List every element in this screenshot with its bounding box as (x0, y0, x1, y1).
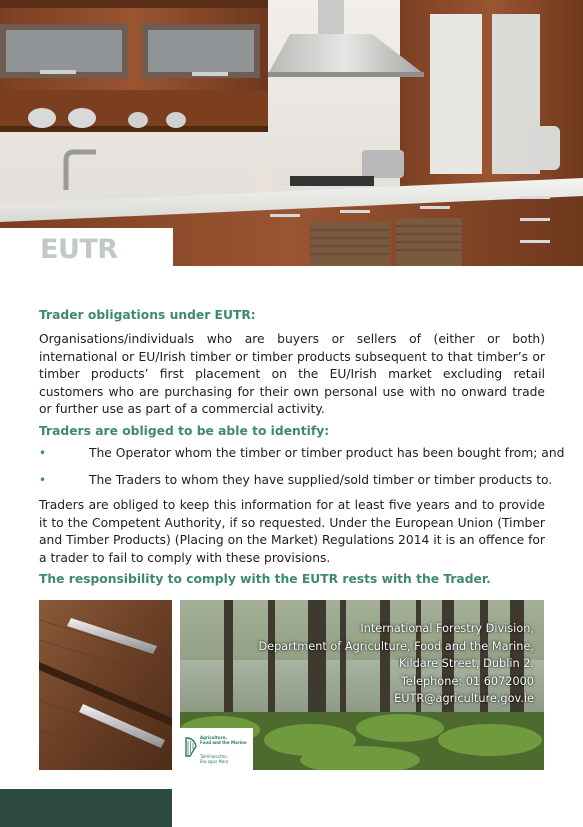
contact-address: Kildare Street, Dublin 2. (398, 657, 534, 670)
logo-text-irish: Talmhaíochta, Bia agus Mara (200, 754, 229, 764)
page-title: EUTR (40, 234, 118, 265)
responsibility-statement: The responsibility to comply with the EUTR rests with the Trader. (39, 572, 491, 586)
forest-photo (180, 600, 544, 770)
list-item-text: The Traders to whom they have supplied/sold timber or timber products to. (89, 473, 553, 487)
contact-department: Department of Agriculture, Food and the Marine, (258, 639, 534, 653)
bullet-icon: • (39, 446, 47, 460)
bullet-icon: • (39, 473, 47, 487)
retention-paragraph: Traders are obliged to keep this information for at least five years and to provide it to the Competent Authority, if so requested. Under the European Union (Timber and Timber Products) (Placing on the Market) Regulations 2014 it is an offence for a trader to fail to comply with these provisions. (39, 498, 545, 565)
list-item-text: The Operator whom the timber or timber product has been bought from; and (89, 446, 565, 460)
contact-email[interactable]: EUTR@agriculture.gov.ie (394, 692, 534, 705)
contact-details (258, 620, 534, 708)
footer-bar (0, 789, 172, 827)
kitchen-hero-image (0, 0, 583, 266)
logo-text-english: Agriculture, Food and the Marine (200, 735, 247, 745)
harp-icon (184, 736, 198, 758)
obligations-paragraph: Organisations/individuals who are buyers or sellers of (either or both) international or EU/Irish timber or timber products subsequent to that timber’s or timber products’ first placement on the EU/Irish market excluding retail customers who are purchasing for their own personal use with no onward trade or further use as part of a commercial activity. (39, 332, 545, 416)
contact-division: International Forestry Division, (360, 622, 534, 635)
contact-telephone: Telephone: 01 6072000 (400, 674, 534, 688)
department-logo (180, 728, 253, 770)
section-heading-obligations: Trader obligations under EUTR: (39, 308, 256, 322)
section-heading-identify: Traders are obliged to be able to identify: (39, 424, 330, 438)
cabinet-handles-photo (39, 600, 172, 770)
page-title-tab (0, 228, 173, 266)
